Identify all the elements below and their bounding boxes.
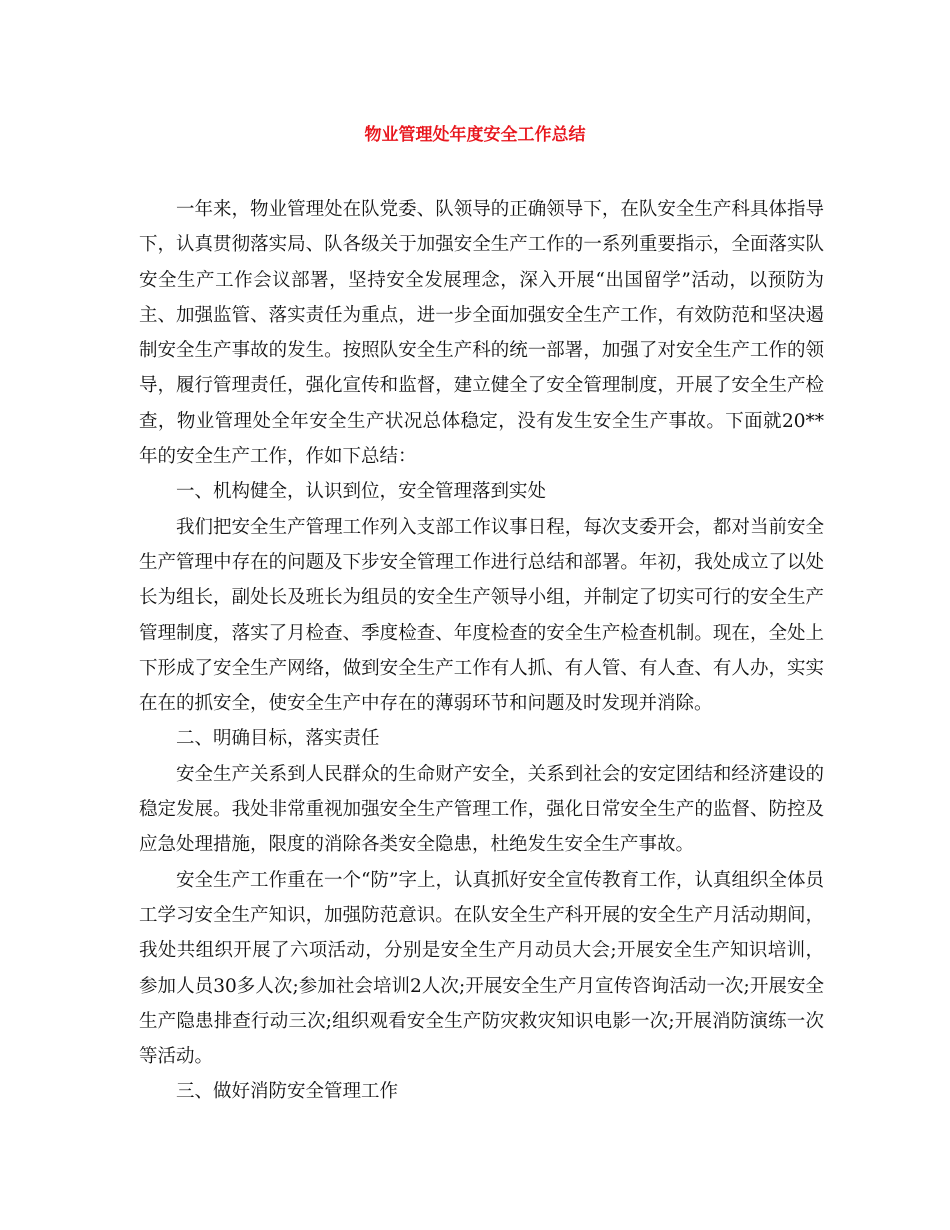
section-heading-2: 二、明确目标，落实责任 <box>176 728 380 750</box>
section-heading-1: 一、机构健全，认识到位，安全管理落到实处 <box>176 481 547 503</box>
document-body <box>139 192 824 1110</box>
intro-paragraph: 一年来，物业管理处在队党委、队领导的正确领导下，在队安全生产科具体指导下，认真贯彻落实局、队各级关于加强安全生产工作的一系列重要指示，全面落实队安全生产工作会议部署，坚持安全发展理念，深入开展“出国留学”活动，以预防为主、加强监管、落实责任为重点，进一步全面加强安全生产工作，有效防范和坚决遏制安全生产事故的发生。按照队安全生产科的统一部署，加强了对安全生产工作的领导，履行管理责任，强化宣传和监督，建立健全了安全管理制度，开展了安全生产检查，物业管理处全年安全生产状况总体稳定，没有发生安全生产事故。下面就20**年的安全生产工作，作如下总结： <box>139 199 824 468</box>
section-heading-3: 三、做好消防安全管理工作 <box>176 1081 399 1103</box>
document-title: 物业管理处年度安全工作总结 <box>364 125 586 145</box>
section-1-paragraph: 我们把安全生产管理工作列入支部工作议事日程，每次支委开会，都对当前安全生产管理中存在的问题及下步安全管理工作进行总结和部署。年初，我处成立了以处长为组长，副处长及班长为组员的安全生产领导小组，并制定了切实可行的安全生产管理制度，落实了月检查、季度检查、年度检查的安全生产检查机制。现在，全处上下形成了安全生产网络，做到安全生产工作有人抓、有人管、有人查、有人办，实实在在的抓安全，使安全生产中存在的薄弱环节和问题及时发现并消除。 <box>139 516 824 715</box>
section-2-paragraph-2: 安全生产工作重在一个“防”字上，认真抓好安全宣传教育工作，认真组织全体员工学习安全生产知识，加强防范意识。在队安全生产科开展的安全生产月活动期间，我处共组织开展了六项活动，分别是安全生产月动员大会;开展安全生产知识培训，参加人员30多人次;参加社会培训2人次;开展安全生产月宣传咨询活动一次;开展安全生产隐患排查行动三次;组织观看安全生产防灾救灾知识电影一次;开展消防演练一次等活动。 <box>139 869 824 1068</box>
section-2-paragraph-1: 安全生产关系到人民群众的生命财产安全，关系到社会的安定团结和经济建设的稳定发展。我处非常重视加强安全生产管理工作，强化日常安全生产的监督、防控及应急处理措施，限度的消除各类安全隐患，杜绝发生安全生产事故。 <box>139 763 824 856</box>
